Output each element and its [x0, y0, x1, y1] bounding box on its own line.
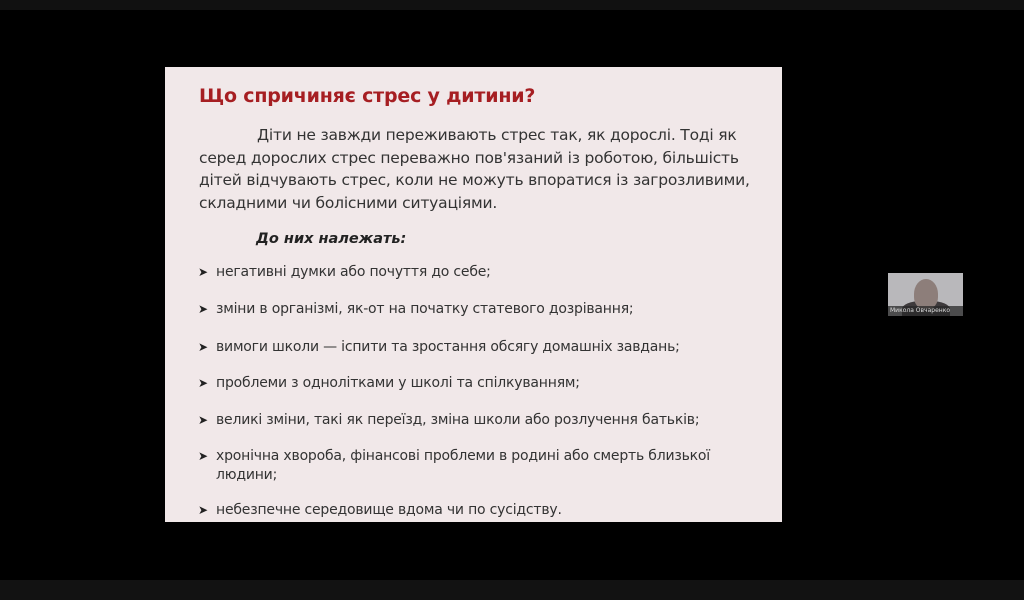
- arrowhead-bullet-icon: ➤: [198, 265, 208, 279]
- arrowhead-bullet-icon: ➤: [198, 340, 208, 354]
- arrowhead-bullet-icon: ➤: [198, 503, 208, 517]
- arrowhead-bullet-icon: ➤: [198, 449, 208, 463]
- top-bar: [0, 0, 1024, 10]
- list-item-text: проблеми з однолітками у школі та спілкуванням;: [216, 375, 580, 391]
- list-item-text: вимоги школи — іспити та зростання обсягу домашніх завдань;: [216, 339, 680, 355]
- list-item: [198, 447, 768, 485]
- list-item-text: зміни в організмі, як-от на початку статевого дозрівання;: [216, 301, 634, 317]
- arrowhead-bullet-icon: ➤: [198, 376, 208, 390]
- arrowhead-bullet-icon: ➤: [198, 302, 208, 316]
- list-item: [198, 338, 768, 357]
- slide-intro-paragraph: Діти не завжди переживають стрес так, як дорослі. Тоді як серед дорослих стрес переважно пов'язаний із роботою, більшість дітей відчувають стрес, коли не можуть впоратися із загрозливими, складними чи болісними ситуаціями.: [199, 126, 750, 212]
- list-item: [198, 501, 768, 520]
- slide-subheading: До них належать:: [256, 231, 407, 247]
- list-item: [198, 411, 768, 430]
- participant-face: [914, 279, 938, 309]
- participant-name-label: Микола Овчаренко: [888, 306, 963, 316]
- list-item: [198, 263, 768, 282]
- list-item-text: небезпечне середовище вдома чи по сусідству.: [216, 502, 562, 518]
- slide-title: Що спричиняє стрес у дитини?: [199, 85, 536, 107]
- bottom-bar: [0, 580, 1024, 600]
- list-item: [198, 374, 768, 393]
- list-item: [198, 300, 768, 319]
- arrowhead-bullet-icon: ➤: [198, 413, 208, 427]
- list-item-text: хронічна хвороба, фінансові проблеми в родині або смерть близької людини;: [216, 448, 710, 483]
- list-item-text: великі зміни, такі як переїзд, зміна школи або розлучення батьків;: [216, 412, 700, 428]
- shared-slide: [165, 67, 782, 522]
- participant-video-tile[interactable]: [888, 273, 963, 316]
- list-item-text: негативні думки або почуття до себе;: [216, 264, 491, 280]
